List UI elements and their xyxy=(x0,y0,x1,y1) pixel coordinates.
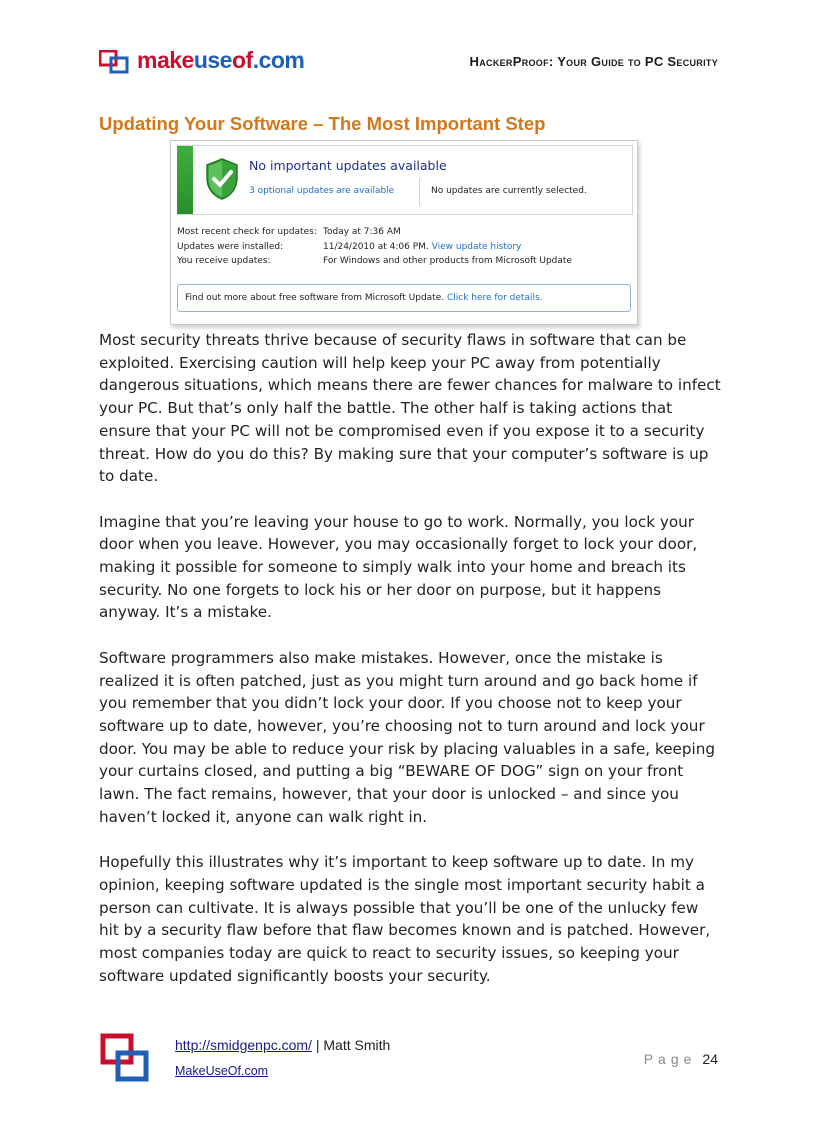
selection-status: No updates are currently selected. xyxy=(431,186,587,196)
update-headline: No important updates available xyxy=(249,158,447,173)
footer-author-line: http://smidgenpc.com/ | Matt Smith xyxy=(175,1037,391,1053)
page-number-value: 24 xyxy=(702,1051,718,1067)
view-update-history-link[interactable]: View update history xyxy=(431,241,522,252)
logo-wordmark: makeuseof.com xyxy=(137,47,305,73)
page-number xyxy=(644,1051,718,1067)
info-label: Updates were installed: xyxy=(177,241,284,252)
paragraph: Imagine that you’re leaving your house to go to work. Normally, you lock your door when you leave. However, you may occasionally forget to lock your door, making it possible for someone to simply walk into your home and breach its security. No one forgets to lock his or her door on purpose, but it happens anyway. It’s a mistake. xyxy=(99,512,698,622)
windows-update-panel xyxy=(170,140,638,325)
status-divider xyxy=(419,178,420,206)
info-value: For Windows and other products from Microsoft Update xyxy=(323,256,572,266)
section-heading: Updating Your Software – The Most Important Step xyxy=(99,113,546,134)
status-color-bar xyxy=(177,146,193,214)
info-label: Most recent check for updates: xyxy=(177,227,317,237)
optional-updates-link[interactable]: 3 optional updates are available xyxy=(249,186,395,196)
article-body xyxy=(99,329,721,1010)
makeuseof-logo xyxy=(99,47,305,76)
update-status-box xyxy=(177,145,633,215)
microsoft-update-notice: Find out more about free software from Microsoft Update. Click here for details. xyxy=(177,284,631,312)
footer-logo-icon xyxy=(100,1033,150,1083)
author-name: Matt Smith xyxy=(323,1037,391,1053)
logo-squares-icon xyxy=(99,50,129,74)
paragraph: Hopefully this illustrates why it’s important to keep software up to date. In my opinion, keeping software updated is the single most important security habit a person can cultivate. It is always possible that you’ll be one of the unlucky few hit by a security flaw before that flaw becomes known and is patched. However, most companies today are quick to react to security issues, so keeping your software updated significantly boosts your security. xyxy=(99,853,711,985)
document-title: HackerProof: Your Guide to PC Security xyxy=(469,54,718,69)
info-value: 11/24/2010 at 4:06 PM. View update history xyxy=(323,241,522,252)
paragraph: Most security threats thrive because of security flaws in software that can be exploited. Exercising caution will help keep your PC away from potentially dangerous situations, which means there are fewer chances for malware to infect your PC. But that’s only half the battle. The other half is taking actions that ensure that your PC will not be compromised even if you expose it to a security threat. How do you do this? By making sure that your computer’s software is up to date. xyxy=(99,331,721,486)
author-url-link[interactable]: http://smidgenpc.com/ xyxy=(175,1037,312,1053)
page-label: Page xyxy=(643,1051,697,1067)
info-label: You receive updates: xyxy=(177,256,271,266)
details-link[interactable]: Click here for details. xyxy=(446,293,543,303)
site-link[interactable]: MakeUseOf.com xyxy=(175,1064,269,1078)
paragraph: Software programmers also make mistakes. However, once the mistake is realized it is often patched, just as you might turn around and go back home if you remember that you didn’t lock your door. If you choose not to keep your software up to date, however, you’re choosing not to turn around and lock your door. You may be able to reduce your risk by placing valuables in a safe, keeping your curtains closed, and putting a big “BEWARE OF DOG” sign on your front lawn. The fact remains, however, that your door is unlocked – and since you haven’t locked it, anyone can walk right in. xyxy=(99,648,716,826)
info-value: Today at 7:36 AM xyxy=(323,227,401,237)
shield-check-icon xyxy=(205,158,239,200)
